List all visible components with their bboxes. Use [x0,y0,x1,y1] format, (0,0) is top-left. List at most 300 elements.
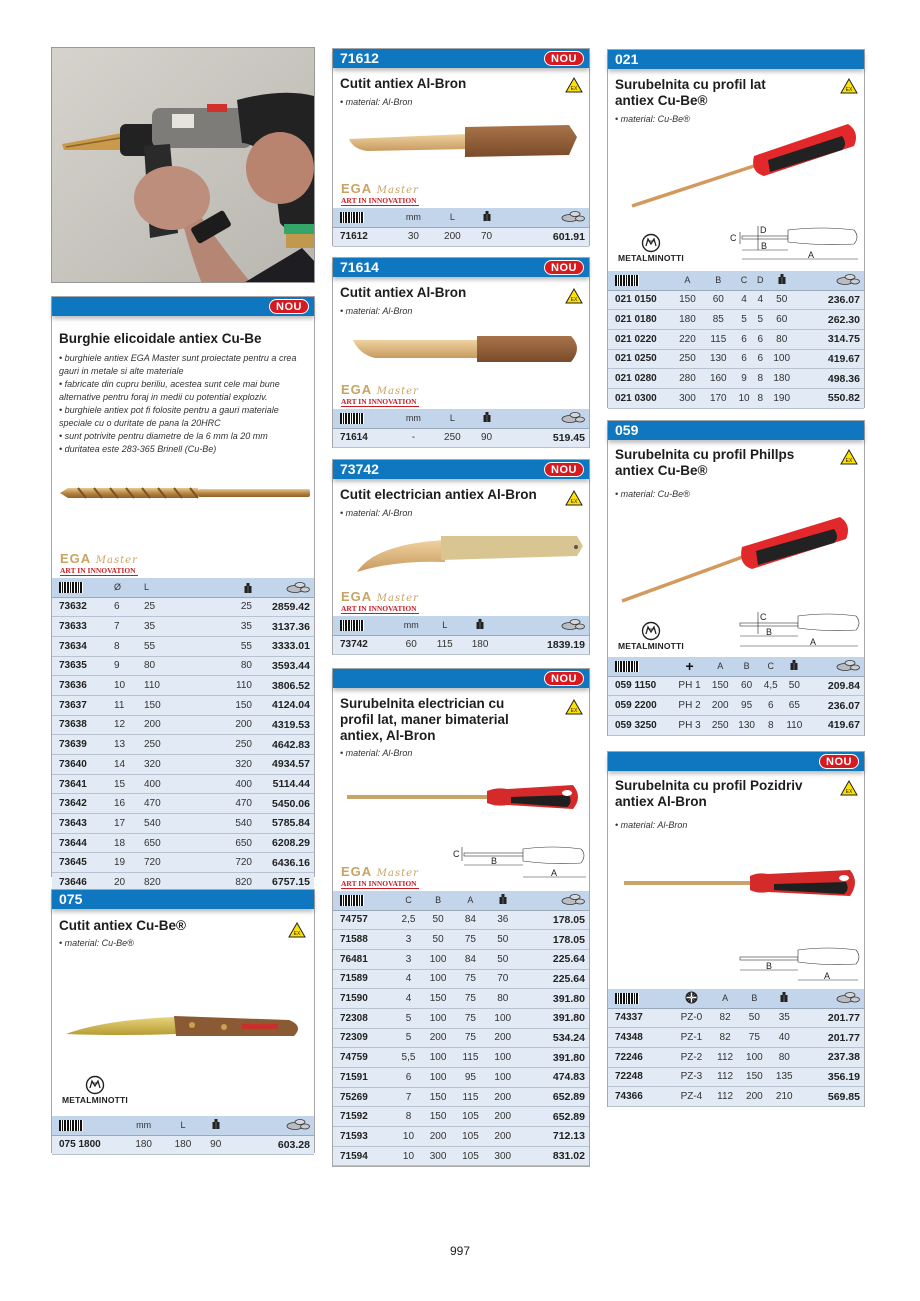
cell-b: 60 [703,290,734,310]
cell-c: 6 [734,329,755,349]
table-row [608,676,864,696]
cell-w: 110 [188,676,258,696]
product-code: 72246 [608,1047,672,1067]
cell-w: 50 [487,930,519,950]
cell-l: 200 [128,715,188,735]
cell-l: 35 [128,617,188,637]
knife-image [351,334,581,366]
cell-b: 50 [739,1008,769,1028]
bullet: • burghiele antiex pot fi folosite pentru a gauri materiale speciale cu o duritate de pana la 20HRC [59,405,279,428]
barcode-icon [59,1120,83,1131]
cell-w: 25 [188,597,258,617]
table-row [52,676,314,696]
cell-b: 300 [422,1146,454,1166]
cell-a: 84 [454,949,486,969]
cell-pz: PZ-2 [672,1047,711,1067]
brand-tagline: ART IN INNOVATION [341,879,419,889]
knife-71614-table [333,409,589,448]
cell-w: 100 [487,1008,519,1028]
table-row [608,1047,864,1067]
cell-w: 35 [188,617,258,637]
cell-w: 320 [188,755,258,775]
cell-a: 220 [672,329,703,349]
cell-c: 6 [734,349,755,369]
cell-l: 320 [128,755,188,775]
cell-c: 2,5 [395,910,422,930]
cell-l: 25 [128,597,188,617]
knife-71612-panel [332,48,590,246]
cell-d: 8 [754,369,766,389]
ega-master-logo [341,183,419,203]
product-title: Cutit antiex Cu-Be® [59,918,186,933]
cell-d: 12 [114,715,128,735]
cell-w: 200 [487,1028,519,1048]
panel-header [333,669,589,688]
table-row [52,656,314,676]
dimension-diagram [738,610,862,650]
cell-l: 55 [128,636,188,656]
cell-price: 391.80 [519,989,589,1009]
table-row [333,1068,589,1088]
col-mm: mm [395,208,432,227]
product-code: 021 0300 [608,388,672,408]
cell-b: 150 [422,1087,454,1107]
product-code: 021 0150 [608,290,672,310]
cell-d: 14 [114,755,128,775]
cell-price: 262.30 [797,310,864,330]
cell-ph: PH 2 [672,696,707,716]
table-row [608,349,864,369]
cell-b: 95 [733,696,759,716]
weight-icon [790,660,798,670]
new-badge: NOU [544,260,584,275]
col-d: D [754,271,766,290]
cell-mm: 180 [124,1135,163,1155]
panel-header: 075 [52,890,314,909]
table-row [608,290,864,310]
title-line: Surubelnita cu profil Phillps [615,447,795,462]
cell-a: 105 [454,1127,486,1147]
product-code: 71592 [333,1107,395,1127]
col-length: L [163,1116,202,1135]
cell-w: 50 [487,949,519,969]
cell-b: 130 [703,349,734,369]
ex-warning-icon [840,449,858,465]
knife-71614-panel [332,257,590,448]
cell-w: 650 [188,833,258,853]
cell-a: 75 [454,1008,486,1028]
cell-d: 18 [114,833,128,853]
cell-price: 356.19 [799,1067,864,1087]
cell-l: 150 [128,695,188,715]
screwdriver-059-panel [607,420,865,736]
cell-price: 178.05 [519,910,589,930]
ega-master-logo [341,384,419,404]
cell-price: 474.83 [519,1068,589,1088]
cell-l: 720 [128,853,188,873]
cell-b: 100 [422,949,454,969]
panel-header [333,49,589,68]
new-badge: NOU [819,754,859,769]
product-code: 71612 [333,227,395,247]
product-title: Cutit electrician antiex Al-Bron [340,487,537,502]
cell-a: 75 [454,969,486,989]
cell-price: 5114.44 [258,774,314,794]
cell-d: 13 [114,735,128,755]
table-row [608,1087,864,1107]
table-row [52,597,314,617]
product-material: • material: Al-Bron [340,748,413,758]
col-c: C [395,891,422,910]
cell-d: 8 [114,636,128,656]
cell-c: 9 [734,369,755,389]
coins-icon [286,581,310,593]
cell-price: 201.77 [799,1008,864,1028]
weight-icon [483,211,491,221]
cell-d: 10 [114,676,128,696]
new-badge: NOU [544,671,584,686]
cell-pz: PZ-3 [672,1067,711,1087]
dimension-diagram [728,224,862,262]
title-line: Surubelnita cu profil lat [615,77,766,92]
cell-b: 115 [703,329,734,349]
cell-price: 419.67 [797,349,864,369]
cell-w: 150 [188,695,258,715]
weight-icon [244,583,252,593]
metalminotti-logo [60,1075,130,1108]
svg-text:B: B [491,856,498,866]
cell-a: 300 [672,388,703,408]
product-code: 73640 [52,755,114,775]
table-row [333,910,589,930]
cell-a: 112 [711,1047,740,1067]
cell-price: 225.64 [519,969,589,989]
product-code: 75269 [333,1087,395,1107]
knife-image [355,534,585,576]
cell-price: 652.89 [519,1087,589,1107]
ex-warning-icon [565,699,583,715]
table-row [333,930,589,950]
cell-a: 250 [672,349,703,369]
metalminotti-emblem-icon [641,233,661,253]
bullet: • burghiele antiex EGA Master sunt proiectate pentru a crea gauri in metale si alte materiale [59,353,297,376]
screwdriver-image [618,513,854,609]
product-code: 73634 [52,636,114,656]
drill-bits-panel [51,296,315,889]
cell-b: 50 [422,930,454,950]
cell-weight: 90 [203,1135,229,1155]
col-length: L [128,578,188,597]
title-line: Surubelnita electrician cu [340,696,505,711]
product-group-code: 71612 [340,50,379,66]
cell-price: 4642.83 [258,735,314,755]
title-line: antiex Al-Bron [615,794,707,809]
cell-l: 820 [128,873,188,893]
svg-text:A: A [824,971,831,981]
barcode-icon [615,661,639,672]
ex-warning-icon [565,490,583,506]
cell-price: 237.38 [799,1047,864,1067]
ex-warning-icon [288,922,306,938]
table-row [52,814,314,834]
table-row [608,329,864,349]
product-code: 73633 [52,617,114,637]
cell-mm: 60 [395,635,427,655]
cell-w: 50 [782,676,807,696]
brand-name: EGA [341,181,373,196]
cell-c: 5 [395,1028,422,1048]
cell-w: 720 [188,853,258,873]
coins-icon [561,210,585,222]
brand-tagline: ART IN INNOVATION [341,196,419,206]
cell-b: 75 [739,1028,769,1048]
cell-pz: PZ-4 [672,1087,711,1107]
product-title [340,696,509,744]
col-b: B [703,271,734,290]
col-b: B [422,891,454,910]
cell-price: 2859.42 [258,597,314,617]
product-material: • material: Al-Bron [340,508,413,518]
screwdriver-pozidriv-panel [607,751,865,1107]
cell-price: 6436.16 [258,853,314,873]
cell-w: 135 [769,1067,799,1087]
cell-b: 170 [703,388,734,408]
new-badge: NOU [544,462,584,477]
cell-price: 225.64 [519,949,589,969]
cell-c: 4,5 [760,676,782,696]
screwdriver-image [347,781,583,813]
table-row [333,949,589,969]
new-badge: NOU [269,299,309,314]
product-code: 73638 [52,715,114,735]
cell-b: 160 [703,369,734,389]
cell-price: 391.80 [519,1048,589,1068]
cell-a: 280 [672,369,703,389]
cell-c: 4 [734,290,755,310]
cell-price: 3806.52 [258,676,314,696]
product-code: 73643 [52,814,114,834]
cell-w: 80 [487,989,519,1009]
knife-73742-table [333,616,589,655]
barcode-icon [615,993,639,1004]
cell-w: 80 [766,329,797,349]
cell-a: 115 [454,1048,486,1068]
cell-price: 3333.01 [258,636,314,656]
cell-c: 4 [395,969,422,989]
cell-a: 112 [711,1087,740,1107]
ex-warning-icon [565,288,583,304]
product-title: Burghie elicoidale antiex Cu-Be [59,331,262,346]
cell-w: 200 [487,1127,519,1147]
cell-b: 100 [422,1048,454,1068]
col-a: A [454,891,486,910]
product-code: 72248 [608,1067,672,1087]
cell-c: 10 [395,1127,422,1147]
cell-c: 5 [395,1008,422,1028]
electrician-screwdriver-table [333,891,589,1166]
cell-c: 8 [760,715,782,735]
panel-header: 021 [608,50,864,69]
product-code: 73641 [52,774,114,794]
knife-image [64,1012,304,1042]
product-code: 021 0220 [608,329,672,349]
weight-icon [780,992,788,1002]
cell-w: 100 [487,1068,519,1088]
brand-name: METALMINOTTI [62,1095,128,1105]
cell-d: 6 [114,597,128,617]
cell-w: 250 [188,735,258,755]
table-row [333,969,589,989]
brand-name: EGA [341,864,373,879]
cell-a: 95 [454,1068,486,1088]
cell-weight: 180 [462,635,498,655]
screwdriver-021-table [608,271,864,409]
cell-b: 50 [422,910,454,930]
cell-a: 112 [711,1067,740,1087]
brand-name: METALMINOTTI [618,253,684,263]
cell-a: 82 [711,1008,740,1028]
product-code: 74759 [333,1048,395,1068]
cell-w: 50 [766,290,797,310]
product-code: 075 1800 [52,1135,124,1155]
cell-a: 75 [454,1028,486,1048]
drill-photo [51,47,315,283]
cell-b: 200 [422,1127,454,1147]
table-row [333,989,589,1009]
table-row [608,1028,864,1048]
barcode-icon [340,895,364,906]
cell-w: 540 [188,814,258,834]
cell-a: 200 [707,696,733,716]
ega-master-logo [341,591,419,611]
product-code: 059 3250 [608,715,672,735]
cell-c: 3 [395,949,422,969]
product-code: 71593 [333,1127,395,1147]
metalminotti-emblem-icon [641,621,661,641]
cell-price: 209.84 [807,676,864,696]
ex-warning-icon [565,77,583,93]
drill-bits-table [52,578,314,893]
brand-name: EGA [341,589,373,604]
cell-a: 150 [672,290,703,310]
knife-73742-panel [332,459,590,655]
product-code: 73742 [333,635,395,655]
cell-price: 498.36 [797,369,864,389]
cell-b: 200 [739,1087,769,1107]
cell-w: 60 [766,310,797,330]
cell-d: 19 [114,853,128,873]
product-material: • material: Cu-Be® [59,938,134,948]
cell-a: 115 [454,1087,486,1107]
cell-price: 831.02 [519,1146,589,1166]
screwdriver-pozidriv-table [608,989,864,1107]
cell-pz: PZ-0 [672,1008,711,1028]
product-code: 71588 [333,930,395,950]
svg-text:A: A [810,637,817,647]
title-line: Surubelnita cu profil Pozidriv [615,778,803,793]
svg-text:B: B [761,241,768,251]
product-group-code: 71614 [340,259,379,275]
cell-w: 65 [782,696,807,716]
cell-b: 200 [422,1028,454,1048]
product-code: 73635 [52,656,114,676]
cell-price: 550.82 [797,388,864,408]
drill-bit-image [58,485,312,501]
cell-weight: 90 [473,428,500,448]
cell-a: 105 [454,1107,486,1127]
cell-w: 200 [487,1107,519,1127]
cell-b: 150 [422,989,454,1009]
product-title: Cutit antiex Al-Bron [340,285,467,300]
table-row [608,388,864,408]
product-title [615,778,803,810]
cell-w: 36 [487,910,519,930]
brand-script: Master [376,386,419,397]
table-row [333,1028,589,1048]
cell-d: 6 [754,329,766,349]
product-code: 71614 [333,428,395,448]
brand-name: EGA [60,551,92,566]
brand-script: Master [376,593,419,604]
barcode-icon [340,620,364,631]
bullet: • fabricate din cupru beriliu, acestea sunt cele mai bune alternative pentru foraj in medii cu potential exploziv. [59,379,280,402]
table-row [52,1135,314,1155]
cell-a: 150 [707,676,733,696]
svg-text:D: D [760,225,767,235]
phillips-plus-icon: + [672,657,707,676]
table-row [608,715,864,735]
cell-w: 110 [782,715,807,735]
cell-c: 5,5 [395,1048,422,1068]
cell-b: 100 [739,1047,769,1067]
col-length: L [432,208,473,227]
cell-b: 100 [422,1008,454,1028]
weight-icon [778,274,786,284]
cell-d: 17 [114,814,128,834]
cell-price: 601.91 [500,227,589,247]
cell-price: 6208.29 [258,833,314,853]
title-line: antiex Cu-Be® [615,93,708,108]
metalminotti-logo [616,233,686,263]
product-code: 73636 [52,676,114,696]
coins-icon [561,411,585,423]
cell-d: 20 [114,873,128,893]
brand-script: Master [376,185,419,196]
cell-w: 470 [188,794,258,814]
product-material: • material: Al-Bron [340,306,413,316]
product-code: 73642 [52,794,114,814]
product-code: 74337 [608,1008,672,1028]
cell-price: 603.28 [229,1135,314,1155]
cell-price: 4124.04 [258,695,314,715]
panel-header [333,460,589,479]
cell-w: 210 [769,1087,799,1107]
table-row [608,310,864,330]
col-a: A [711,989,740,1008]
cell-price: 3593.44 [258,656,314,676]
cell-w: 80 [188,656,258,676]
cell-length: 250 [432,428,473,448]
cell-price: 534.24 [519,1028,589,1048]
product-code: 72308 [333,1008,395,1028]
product-material: • material: Al-Bron [615,820,688,830]
cell-c: 10 [734,388,755,408]
col-mm: mm [395,616,427,635]
brand-tagline: ART IN INNOVATION [341,397,419,407]
table-row [333,1107,589,1127]
cell-price: 652.89 [519,1107,589,1127]
cell-price: 6757.15 [258,873,314,893]
